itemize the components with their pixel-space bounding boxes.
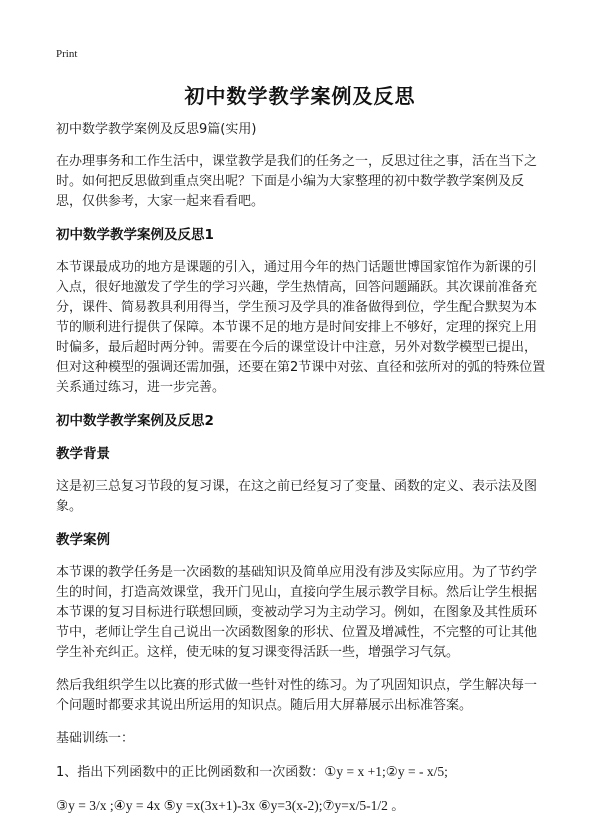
document-body — [56, 120, 548, 829]
exercise-1-line-2: ③y = 3/x ;④y = 4x ⑤y =x(3x+1)-3x ⑥y=3(x-2);⑦y=x/5-1/2 。 — [56, 798, 405, 813]
exercise-1-formulas: ①y = x +1;②y = - x/5; — [324, 764, 448, 779]
exercise-1-line-1 — [56, 762, 548, 783]
background-heading: 教学背景 — [56, 446, 110, 462]
section1-paragraph: 本节课最成功的地方是课题的引入，通过用今年的热门话题世博国家馆作为新课的引入点，很好地激发了学生的学习兴趣，学生热情高，回答问题踊跃。其次课前准备充分，课件、简易教具利用得当，学生预习及学具的准备做得到位，学生配合默契为本节的顺利进行提供了保障。本节课不足的地方是时间安排上不够好，定理的探究上用时偏多，最后超时两分钟。需要在今后的课堂设计中注意，另外对数学模型已提出，但对这种模型的强调还需加强，还要在第2节课中对弦、直径和弦所对的弧的特殊位置关系通过练习，进一步完善。 — [56, 260, 546, 395]
section1-heading: 初中数学教学案例及反思1 — [56, 227, 214, 243]
document-subtitle: 初中数学教学案例及反思9篇(实用) — [56, 122, 257, 137]
exercise-1-prefix: 1、指出下列函数中的正比例函数和一次函数： — [56, 765, 325, 780]
section2-heading: 初中数学教学案例及反思2 — [56, 413, 214, 429]
case-heading: 教学案例 — [56, 532, 110, 548]
case-paragraph: 本节课的教学任务是一次函数的基础知识及简单应用没有涉及实际应用。为了节约学生的时间，打造高效课堂，我开门见山，直接向学生展示教学目标。然后让学生根据本节课的复习目标进行联想回顾，变被动学习为主动学习。例如，在图象及其性质环节中，老师让学生自己说出一次函数图象的形状、位置及增减性，不完整的可让其他学生补充纠正。这样，使无味的复习课变得活跃一些，增强学习气氛。 — [56, 565, 538, 660]
print-label[interactable]: Print — [56, 48, 78, 60]
background-paragraph: 这是初三总复习节段的复习课，在这之前已经复习了变量、函数的定义、表示法及图象。 — [56, 479, 538, 514]
drill-label: 基础训练一： — [56, 731, 135, 746]
intro-paragraph: 在办理事务和工作生活中，课堂教学是我们的任务之一，反思过往之事，活在当下之时。如何把反思做到重点突出呢？下面是小编为大家整理的初中数学教学案例及反思，仅供参考，大家一起来看看吧。 — [56, 154, 538, 209]
case-paragraph-2: 然后我组织学生以比赛的形式做一些针对性的练习。为了巩固知识点，学生解决每一个问题时都要求其说出所运用的知识点。随后用大屏幕展示出标准答案。 — [56, 678, 538, 713]
page-title: 初中数学教学案例及反思 — [184, 84, 416, 108]
